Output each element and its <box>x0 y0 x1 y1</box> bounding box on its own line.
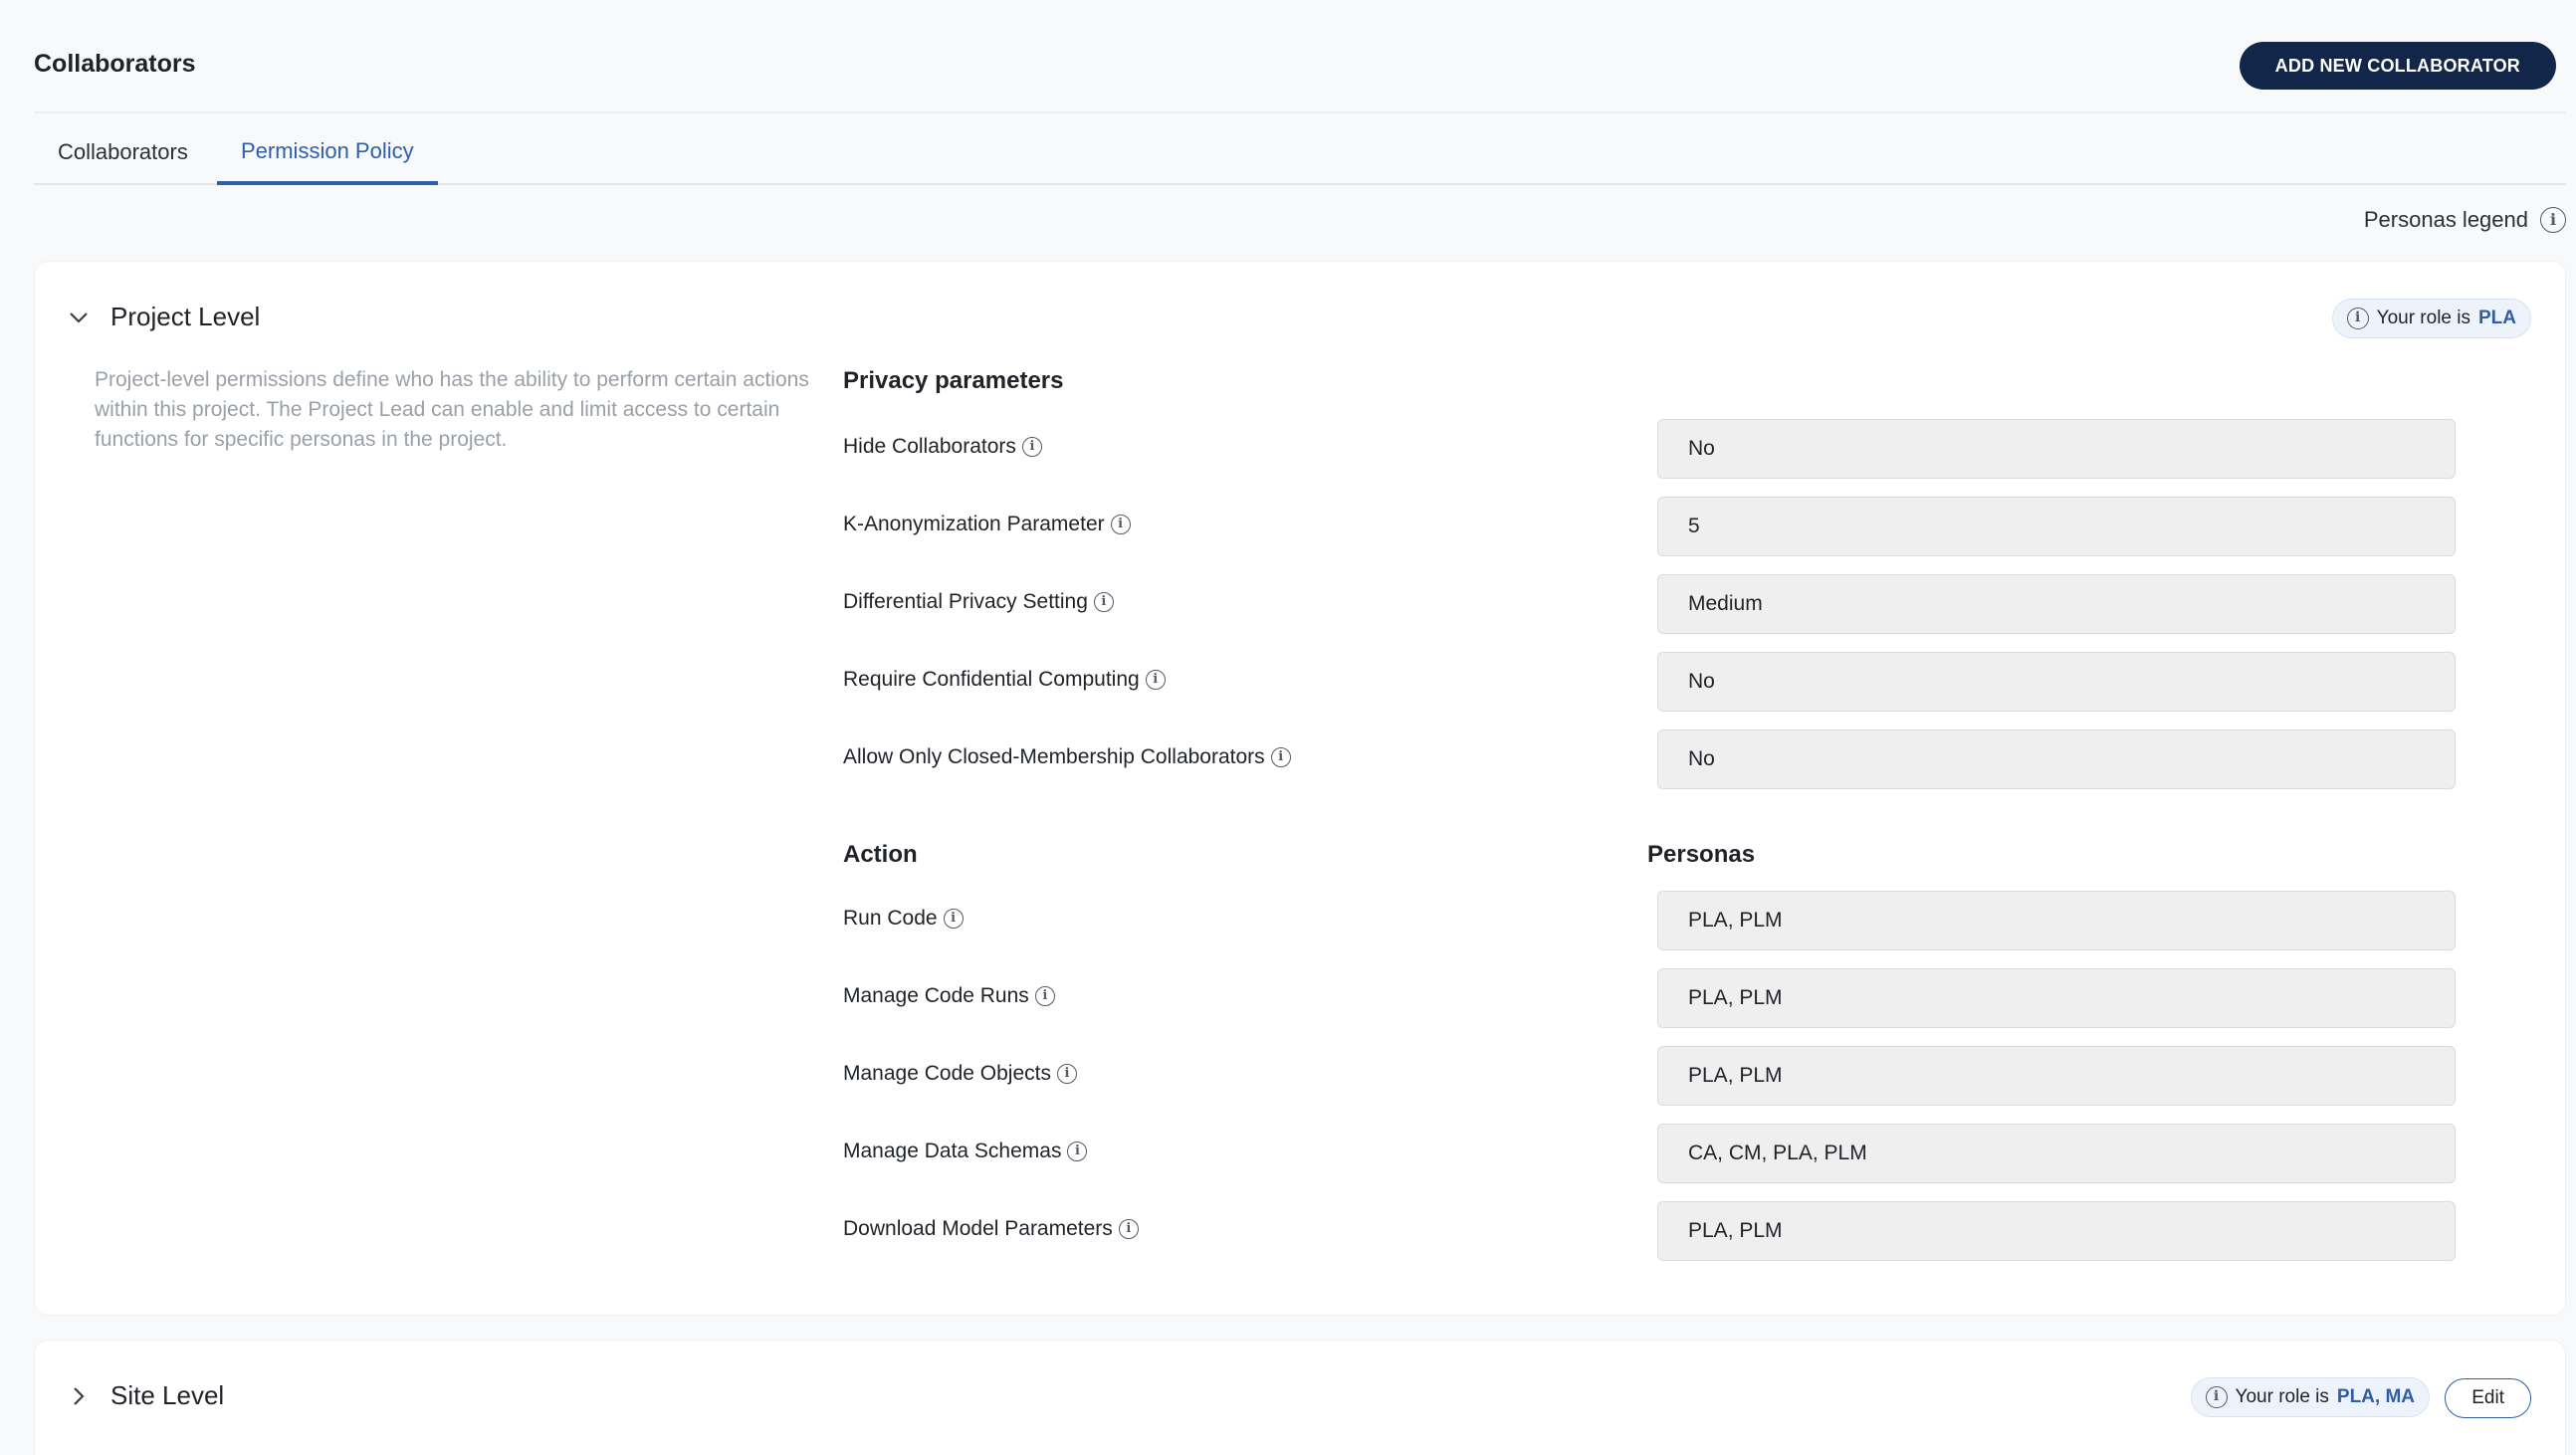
project-level-title: Project Level <box>110 302 261 331</box>
personas-legend[interactable] <box>2364 207 2566 233</box>
differential-privacy-field[interactable]: Medium <box>1657 574 2456 634</box>
action-row <box>843 968 2456 1030</box>
role-value: PLA, MA <box>2336 1386 2415 1407</box>
privacy-row <box>843 574 2456 636</box>
chevron-right-icon <box>69 1386 89 1406</box>
hide-collaborators-field[interactable]: No <box>1657 419 2456 479</box>
role-prefix: Your role is <box>2235 1386 2329 1407</box>
role-value: PLA <box>2478 308 2516 328</box>
field-label: Download Model Parameters i <box>843 1217 1139 1241</box>
privacy-row <box>843 652 2456 714</box>
info-icon[interactable]: i <box>1057 1064 1077 1084</box>
tab-permission-policy[interactable]: Permission Policy <box>217 121 438 185</box>
field-label: Differential Privacy Setting i <box>843 590 1114 614</box>
info-icon[interactable]: i <box>1022 437 1042 457</box>
info-icon[interactable]: i <box>2540 207 2566 233</box>
edit-site-level-button[interactable]: Edit <box>2445 1378 2531 1418</box>
action-row <box>843 1201 2456 1263</box>
field-label: Manage Data Schemas i <box>843 1140 1087 1163</box>
action-row <box>843 891 2456 952</box>
info-icon[interactable]: i <box>1094 592 1114 612</box>
info-icon[interactable]: i <box>944 909 964 929</box>
field-label: Manage Code Objects i <box>843 1062 1077 1086</box>
field-label: Manage Code Runs i <box>843 984 1055 1008</box>
project-level-toggle[interactable] <box>69 302 260 332</box>
privacy-row <box>843 419 2456 481</box>
field-label: Allow Only Closed-Membership Collaborators i <box>843 745 1291 769</box>
action-row <box>843 1124 2456 1185</box>
site-level-title: Site Level <box>110 1380 225 1410</box>
privacy-row <box>843 729 2456 791</box>
privacy-parameters-title: Privacy parameters <box>843 367 1064 394</box>
field-label: K-Anonymization Parameter i <box>843 513 1131 536</box>
closed-membership-field[interactable]: No <box>1657 729 2456 789</box>
info-icon[interactable]: i <box>1146 670 1166 690</box>
k-anonymization-field[interactable]: 5 <box>1657 497 2456 556</box>
tab-bar <box>34 121 2566 185</box>
confidential-computing-field[interactable]: No <box>1657 652 2456 712</box>
page-title: Collaborators <box>34 50 196 78</box>
manage-code-runs-personas-field[interactable]: PLA, PLM <box>1657 968 2456 1028</box>
info-icon: i <box>2347 308 2369 329</box>
info-icon[interactable]: i <box>1119 1219 1139 1239</box>
action-row <box>843 1046 2456 1108</box>
download-model-parameters-personas-field[interactable]: PLA, PLM <box>1657 1201 2456 1261</box>
site-level-toggle[interactable] <box>69 1380 224 1411</box>
info-icon[interactable]: i <box>1111 515 1131 534</box>
project-role-badge <box>2332 299 2531 338</box>
action-title: Action <box>843 841 918 868</box>
site-level-card <box>34 1340 2566 1455</box>
personas-legend-label: Personas legend <box>2363 207 2528 232</box>
run-code-personas-field[interactable]: PLA, PLM <box>1657 891 2456 950</box>
project-level-description: Project-level permissions define who has the ability to perform certain actions within this project. The Project Lead can enable and limit access to certain functions for specific personas in the project. <box>95 368 809 451</box>
info-icon[interactable]: i <box>1271 747 1291 767</box>
manage-code-objects-personas-field[interactable]: PLA, PLM <box>1657 1046 2456 1106</box>
tab-collaborators[interactable]: Collaborators <box>58 139 188 164</box>
project-level-card <box>34 261 2566 1316</box>
field-label: Require Confidential Computing i <box>843 668 1166 692</box>
info-icon[interactable]: i <box>1035 986 1055 1006</box>
field-label: Run Code i <box>843 907 964 931</box>
page-header <box>34 0 2566 113</box>
info-icon[interactable]: i <box>1067 1142 1087 1161</box>
site-role-badge <box>2191 1377 2430 1417</box>
add-new-collaborator-button[interactable]: ADD NEW COLLABORATOR <box>2240 42 2556 90</box>
chevron-down-icon <box>69 311 89 324</box>
manage-data-schemas-personas-field[interactable]: CA, CM, PLA, PLM <box>1657 1124 2456 1183</box>
info-icon: i <box>2206 1386 2228 1408</box>
field-label: Hide Collaborators i <box>843 435 1042 459</box>
privacy-row <box>843 497 2456 558</box>
personas-title: Personas <box>1647 841 1756 868</box>
role-prefix: Your role is <box>2376 308 2470 328</box>
